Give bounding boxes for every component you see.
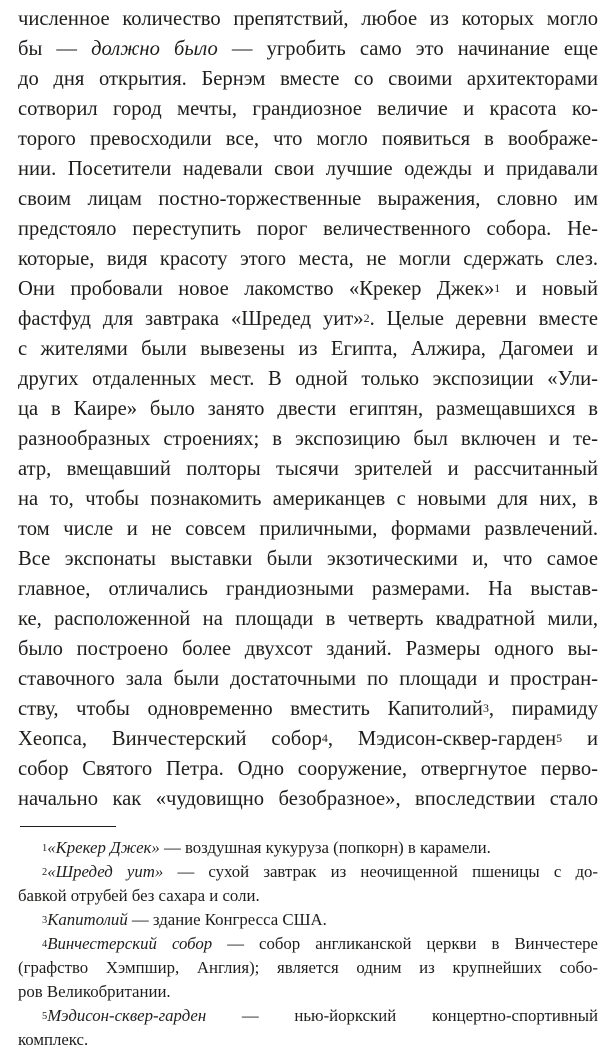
text-line [18, 724, 598, 754]
footnote-term: «Шредед уит» [47, 862, 164, 881]
text-fragment: ству, чтобы одновременно вместить Капитолий [18, 698, 483, 720]
text-fragment: — угробить само это начинание еще [217, 38, 598, 60]
footnote-3 [18, 908, 598, 932]
text-line: численное количество препятствий, любое из которых могло [18, 8, 598, 30]
text-line: главное, отличались грандиозными размерами. На выстав- [18, 578, 598, 600]
footnote-ref[interactable]: 4 [321, 731, 328, 746]
footnote-5-continuation: комплекс. [18, 1030, 89, 1049]
footnote-ref[interactable]: 5 [556, 731, 563, 746]
footnote-marker: 5 [42, 1010, 48, 1022]
footnote-separator [20, 826, 116, 827]
text-fragment: и новый [500, 278, 598, 300]
footnote-marker: 1 [42, 842, 48, 854]
footnote-text: — воздушная кукуруза (попкорн) в карамели. [159, 838, 491, 857]
footnote-text: — здание Конгресса США. [127, 910, 327, 929]
text-line: сотворил город мечты, грандиозное величие и красота ко- [18, 98, 598, 120]
footnote-term: Винчестерский собор [47, 934, 213, 953]
text-line: атр, вмещавший полторы тысячи зрителей и рассчитанный [18, 458, 598, 480]
text-line [18, 694, 598, 724]
text-fragment: , Мэдисон-сквер-гарден [327, 728, 557, 750]
text-line: до дня открытия. Бернэм вместе со своими архитекторами [18, 68, 598, 90]
text-fragment: Хеопса, Винчестерский собор [18, 728, 322, 750]
text-fragment: и [562, 728, 599, 750]
emphasis-text: должно было [91, 38, 218, 60]
text-line: было построено более двухсот зданий. Размеры одного вы- [18, 638, 598, 660]
footnote-marker: 2 [42, 866, 48, 878]
footnote-2 [18, 860, 598, 884]
text-line: на то, чтобы познакомить американцев с новыми для них, в [18, 488, 598, 510]
text-line [18, 304, 598, 334]
text-line: ца в Каире» было занято двести египтян, размещавшихся в [18, 398, 598, 420]
text-line: том числе и не совсем приличными, формами развлечений. [18, 518, 598, 540]
footnote-1 [18, 836, 598, 860]
text-line: других отдаленных мест. В одной только экспозиции «Ули- [18, 368, 598, 390]
footnote-marker: 4 [42, 938, 48, 950]
text-line: начально как «чудовищно безобразное», впоследствии стало [18, 788, 598, 810]
footnote-4-continuation: (графство Хэмпшир, Англия); является одним из крупнейших собо- [18, 958, 598, 977]
text-line: с жителями были вывезены из Египта, Алжира, Дагомеи и [18, 338, 598, 360]
text-line: предстояло переступить порог величественного собора. Не- [18, 218, 598, 240]
footnote-term: Капитолий [47, 910, 128, 929]
text-line: нии. Посетители надевали свои лучшие одежды и придавали [18, 158, 598, 180]
text-fragment: , пирамиду [488, 698, 598, 720]
text-line: торого превосходили все, что могло появиться в воображе- [18, 128, 598, 150]
text-line: ставочного зала были достаточными по площади и простран- [18, 668, 598, 690]
text-fragment: фастфуд для завтрака «Шредед уит» [18, 308, 364, 330]
footnote-ref[interactable]: 1 [494, 281, 501, 296]
footnote-ref[interactable]: 3 [482, 701, 489, 716]
text-fragment: . Целые деревни вместе [369, 308, 598, 330]
footnote-ref[interactable]: 2 [363, 311, 370, 326]
footnote-4 [18, 932, 598, 956]
text-line: ке, расположенной на площади в четверть квадратной мили, [18, 608, 598, 630]
footnote-4-continuation: ров Великобритании. [18, 982, 171, 1001]
footnote-5 [18, 1004, 598, 1028]
footnote-text: — сухой завтрак из неочищенной пшеницы с до- [163, 862, 598, 881]
text-fragment: бы — [18, 38, 92, 60]
text-line: разнообразных строениях; в экспозицию был включен и те- [18, 428, 598, 450]
text-fragment: Они пробовали новое лакомство «Крекер Джек» [18, 278, 495, 300]
text-line: которые, видя красоту этого места, не могли сдержать слез. [18, 248, 598, 270]
text-line: своим лицам постно-торжественные выражения, словно им [18, 188, 598, 210]
footnote-text: — собор англиканской церкви в Винчестере [212, 934, 598, 953]
text-line [18, 274, 598, 304]
footnote-marker: 3 [42, 914, 48, 926]
footnote-text: — нью-йоркский концертно-спортивный [206, 1006, 598, 1025]
footnote-term: «Крекер Джек» [47, 838, 160, 857]
text-line: собор Святого Петра. Одно сооружение, отвергнутое перво- [18, 758, 598, 780]
text-line: Все экспонаты выставки были экзотическими и, что самое [18, 548, 598, 570]
footnote-term: Мэдисон-сквер-гарден [47, 1006, 207, 1025]
footnote-2-continuation: бавкой отрубей без сахара и соли. [18, 886, 260, 905]
text-line [18, 34, 598, 64]
